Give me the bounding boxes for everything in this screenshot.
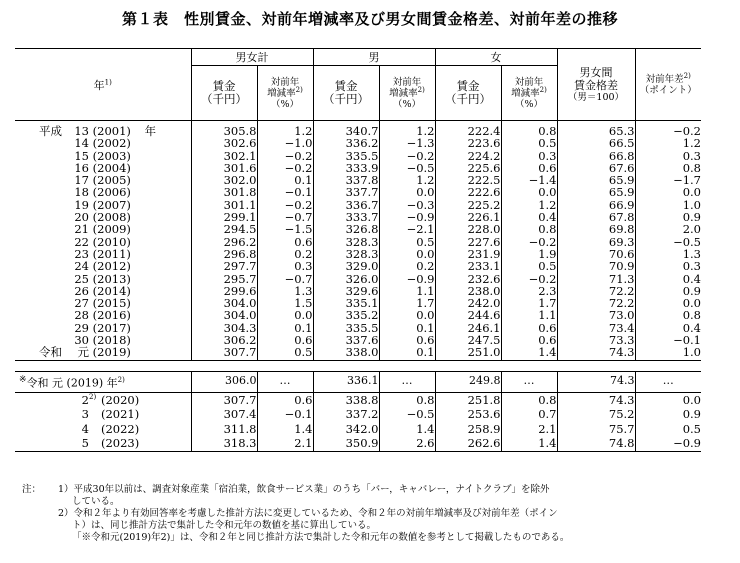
- female-rate: 1.4: [501, 346, 557, 360]
- female-wage: 233.1: [435, 260, 501, 272]
- gender-gap: 65.3: [557, 121, 635, 138]
- female-rate: 0.8: [501, 121, 557, 138]
- gender-gap: 72.2: [557, 297, 635, 309]
- total-rate: −0.7: [257, 211, 313, 223]
- female-wage: 251.8: [435, 392, 501, 407]
- year-cell: 令和 元 (2019): [15, 346, 191, 360]
- female-wage: 262.6: [435, 436, 501, 451]
- total-wage: 301.6: [191, 162, 257, 174]
- gap-diff: 0.8: [635, 162, 701, 174]
- year-cell: 15 (2003): [74, 148, 131, 163]
- gap-diff: 0.3: [635, 260, 701, 272]
- gap-diff: 0.0: [635, 186, 701, 198]
- ref-total-rate: …: [257, 371, 313, 392]
- gender-gap: 74.8: [557, 436, 635, 451]
- female-wage: 222.5: [435, 174, 501, 186]
- gender-gap: 72.2: [557, 285, 635, 297]
- wage-table: [15, 48, 701, 452]
- gap-diff: 1.3: [635, 248, 701, 260]
- female-rate: 0.3: [501, 150, 557, 162]
- total-rate: 0.6: [257, 392, 313, 407]
- total-wage: 311.8: [191, 422, 257, 437]
- gap-diff: 0.9: [635, 211, 701, 223]
- male-rate: −0.5: [379, 162, 435, 174]
- ref-female-wage: 249.8: [435, 371, 501, 392]
- female-rate: −1.4: [501, 174, 557, 186]
- total-rate: 0.0: [257, 309, 313, 321]
- year-cell: 2$^{2)}$ (2020): [81, 392, 140, 407]
- total-rate: 1.3: [257, 285, 313, 297]
- female-wage: 228.0: [435, 223, 501, 235]
- female-rate: −0.2: [501, 273, 557, 285]
- male-rate: 1.1: [379, 285, 435, 297]
- total-wage: 318.3: [191, 436, 257, 451]
- reference-row: [15, 371, 701, 392]
- year-cell: 17 (2005): [74, 173, 131, 188]
- year-cell: 24 (2012): [74, 259, 131, 274]
- gender-gap: 75.2: [557, 407, 635, 422]
- total-wage: 304.0: [191, 309, 257, 321]
- total-rate: 0.6: [257, 236, 313, 248]
- table-row: [15, 346, 701, 360]
- male-rate: 1.2: [379, 121, 435, 138]
- ref-male-wage: 336.1: [313, 371, 379, 392]
- gender-gap: 73.3: [557, 334, 635, 346]
- year-cell: 23 (2011): [74, 246, 131, 261]
- rate-header-female: 対前年 増減率$^{2)}$ （%）: [501, 66, 557, 121]
- total-wage: 302.0: [191, 174, 257, 186]
- female-wage: 231.9: [435, 248, 501, 260]
- male-rate: −2.1: [379, 223, 435, 235]
- gender-gap: 66.5: [557, 137, 635, 149]
- gender-gap: 74.3: [557, 346, 635, 360]
- gap-diff: 0.4: [635, 322, 701, 334]
- total-rate: −1.0: [257, 137, 313, 149]
- female-wage: 222.4: [435, 121, 501, 138]
- female-rate: 0.0: [501, 186, 557, 198]
- male-wage: 337.8: [313, 174, 379, 186]
- male-rate: −0.2: [379, 150, 435, 162]
- total-rate: 1.5: [257, 297, 313, 309]
- female-rate: 0.8: [501, 392, 557, 407]
- male-rate: 0.5: [379, 236, 435, 248]
- rate-header-male: 対前年 増減率$^{2)}$ （%）: [379, 66, 435, 121]
- female-rate: 0.7: [501, 407, 557, 422]
- year-cell: 26 (2014): [74, 283, 131, 298]
- table-row: [15, 223, 701, 235]
- total-rate: −0.2: [257, 199, 313, 211]
- total-wage: 305.8: [191, 121, 257, 138]
- gap-diff: −0.1: [635, 334, 701, 346]
- male-rate: 0.2: [379, 260, 435, 272]
- male-wage: 329.6: [313, 285, 379, 297]
- gap-diff: −0.2: [635, 121, 701, 138]
- male-wage: 326.8: [313, 223, 379, 235]
- gap-diff: 0.9: [635, 285, 701, 297]
- male-rate: 0.1: [379, 346, 435, 360]
- female-rate: 0.6: [501, 322, 557, 334]
- year-cell: 5 (2023): [15, 436, 191, 451]
- gap-diff: −1.7: [635, 174, 701, 186]
- year-cell: 平成 13 (2001) 年: [39, 124, 157, 138]
- male-rate: −0.3: [379, 199, 435, 211]
- male-rate: 0.8: [379, 392, 435, 407]
- male-wage: 342.0: [313, 422, 379, 437]
- female-rate: 0.4: [501, 211, 557, 223]
- female-wage: 222.6: [435, 186, 501, 198]
- total-wage: 295.7: [191, 273, 257, 285]
- total-wage: 307.4: [191, 407, 257, 422]
- year-header: 年$^{1)}$: [15, 49, 191, 121]
- total-wage: 301.8: [191, 186, 257, 198]
- ref-total-wage: 306.0: [191, 371, 257, 392]
- female-wage: 244.6: [435, 309, 501, 321]
- male-wage: 338.8: [313, 392, 379, 407]
- male-wage: 335.5: [313, 322, 379, 334]
- gap-diff: 0.0: [635, 392, 701, 407]
- year-cell: 28 (2016): [74, 308, 131, 323]
- total-wage: 294.5: [191, 223, 257, 235]
- total-rate: −0.1: [257, 407, 313, 422]
- total-rate: 2.1: [257, 436, 313, 451]
- female-wage: 246.1: [435, 322, 501, 334]
- gender-gap: 70.6: [557, 248, 635, 260]
- gap-diff: 1.0: [635, 346, 701, 360]
- female-rate: 1.2: [501, 199, 557, 211]
- total-wage: 301.1: [191, 199, 257, 211]
- total-rate: −0.2: [257, 162, 313, 174]
- gender-gap: 69.8: [557, 223, 635, 235]
- gap-diff: −0.9: [635, 436, 701, 451]
- total-rate: −0.2: [257, 150, 313, 162]
- year-cell: 21 (2009): [74, 222, 131, 237]
- total-rate: 0.6: [257, 334, 313, 346]
- rate-header-total: 対前年 増減率$^{2)}$ （%）: [257, 66, 313, 121]
- total-rate: 0.2: [257, 248, 313, 260]
- total-rate: −1.5: [257, 223, 313, 235]
- male-rate: −1.3: [379, 137, 435, 149]
- male-wage: 328.3: [313, 248, 379, 260]
- gap-header: 男女間 賃金格差 （男＝100）: [557, 49, 635, 121]
- male-wage: 329.0: [313, 260, 379, 272]
- female-wage: 226.1: [435, 211, 501, 223]
- total-rate: 0.3: [257, 260, 313, 272]
- table-row: [15, 422, 701, 437]
- group-male-header: 男: [313, 49, 435, 66]
- male-wage: 333.7: [313, 211, 379, 223]
- female-rate: 2.3: [501, 285, 557, 297]
- year-cell: 27 (2015): [74, 296, 131, 311]
- gap-diff: 0.0: [635, 297, 701, 309]
- reference-year-cell: ※令和 元 (2019) 年$^{2)}$: [15, 371, 191, 392]
- gender-gap: 65.9: [557, 186, 635, 198]
- total-rate: 0.1: [257, 174, 313, 186]
- male-wage: 340.7: [313, 121, 379, 138]
- male-wage: 337.7: [313, 186, 379, 198]
- ref-gender-gap: 74.3: [557, 371, 635, 392]
- notes: 注： 1）平成30年以前は、調査対象産業「宿泊業，飲食サービス業」のうち「バー，キャバレー，ナイトクラブ」を除外 している。 2）令和２年より有効回答率を考慮した推計方法に変更しているため、令和２年の対前年増減率及び対前年差（ポイン ト）は、同じ推計方法で集計した令和元年の数値を基に算出している。 「※令和元(2019)年2)」は、令和２年と同じ推計方法で集計した令和元年の数値を参考として掲載したものである。: [22, 484, 570, 543]
- male-wage: 335.5: [313, 150, 379, 162]
- year-cell: 22 (2010): [74, 234, 131, 249]
- female-rate: 1.7: [501, 297, 557, 309]
- gap-diff: 0.9: [635, 407, 701, 422]
- year-cell: 4 (2022): [81, 421, 140, 436]
- table-row: [15, 436, 701, 451]
- female-wage: 242.0: [435, 297, 501, 309]
- table-row: [15, 392, 701, 407]
- year-cell: 3 (2021): [81, 407, 140, 422]
- wage-header-total: 賃金 （千円）: [191, 66, 257, 121]
- female-wage: 225.6: [435, 162, 501, 174]
- total-wage: 306.2: [191, 334, 257, 346]
- total-rate: −0.1: [257, 186, 313, 198]
- gender-gap: 73.4: [557, 322, 635, 334]
- female-rate: 1.4: [501, 436, 557, 451]
- gap-diff: 1.0: [635, 199, 701, 211]
- year-cell: 16 (2004): [74, 160, 131, 175]
- gender-gap: 65.9: [557, 174, 635, 186]
- total-wage: 299.1: [191, 211, 257, 223]
- male-wage: 328.3: [313, 236, 379, 248]
- male-rate: 0.0: [379, 309, 435, 321]
- group-female-header: 女: [435, 49, 557, 66]
- year-cell: 20 (2008): [74, 210, 131, 225]
- year-cell: 18 (2006): [74, 185, 131, 200]
- male-wage: 326.0: [313, 273, 379, 285]
- total-wage: 302.1: [191, 150, 257, 162]
- female-wage: 253.6: [435, 407, 501, 422]
- table-row: [15, 186, 701, 198]
- total-wage: 304.3: [191, 322, 257, 334]
- male-wage: 350.9: [313, 436, 379, 451]
- year-cell: 19 (2007): [74, 197, 131, 212]
- female-rate: −0.2: [501, 236, 557, 248]
- total-rate: 0.5: [257, 346, 313, 360]
- female-wage: 227.6: [435, 236, 501, 248]
- male-wage: 337.6: [313, 334, 379, 346]
- male-wage: 336.7: [313, 199, 379, 211]
- male-wage: 333.9: [313, 162, 379, 174]
- ref-female-rate: …: [501, 371, 557, 392]
- total-rate: 1.4: [257, 422, 313, 437]
- female-rate: 0.6: [501, 162, 557, 174]
- table-title: 第１表 性別賃金、対前年増減率及び男女間賃金格差、対前年差の推移: [121, 10, 618, 28]
- total-wage: 299.6: [191, 285, 257, 297]
- male-wage: 336.2: [313, 137, 379, 149]
- gender-gap: 66.8: [557, 150, 635, 162]
- gap-diff: −0.5: [635, 236, 701, 248]
- ref-gap-diff: …: [635, 371, 701, 392]
- male-wage: 335.2: [313, 309, 379, 321]
- gap-diff: 0.4: [635, 273, 701, 285]
- female-wage: 251.0: [435, 346, 501, 360]
- gender-gap: 75.7: [557, 422, 635, 437]
- female-wage: 238.0: [435, 285, 501, 297]
- gender-gap: 66.9: [557, 199, 635, 211]
- female-wage: 232.6: [435, 273, 501, 285]
- female-rate: 2.1: [501, 422, 557, 437]
- male-rate: 1.2: [379, 174, 435, 186]
- female-wage: 225.2: [435, 199, 501, 211]
- table-row: [15, 273, 701, 285]
- male-rate: −0.5: [379, 407, 435, 422]
- table-row: [15, 137, 701, 149]
- gender-gap: 71.3: [557, 273, 635, 285]
- group-total-header: 男女計: [191, 49, 313, 66]
- male-rate: 0.0: [379, 248, 435, 260]
- total-rate: −0.7: [257, 273, 313, 285]
- wage-header-male: 賃金 （千円）: [313, 66, 379, 121]
- year-cell: 14 (2002): [74, 136, 131, 151]
- gap-diff: 0.5: [635, 422, 701, 437]
- gender-gap: 67.8: [557, 211, 635, 223]
- total-wage: 296.2: [191, 236, 257, 248]
- female-rate: 0.6: [501, 334, 557, 346]
- total-wage: 296.8: [191, 248, 257, 260]
- male-rate: 2.6: [379, 436, 435, 451]
- male-rate: 0.1: [379, 322, 435, 334]
- female-wage: 258.9: [435, 422, 501, 437]
- total-wage: 302.6: [191, 137, 257, 149]
- total-wage: 304.0: [191, 297, 257, 309]
- male-rate: 0.6: [379, 334, 435, 346]
- female-wage: 224.2: [435, 150, 501, 162]
- gap-diff: 2.0: [635, 223, 701, 235]
- total-wage: 307.7: [191, 346, 257, 360]
- diff-header: 対前年差$^{2)}$ （ポイント）: [635, 49, 701, 121]
- gap-diff: 0.3: [635, 150, 701, 162]
- female-wage: 247.5: [435, 334, 501, 346]
- year-cell: 30 (2018): [74, 333, 131, 348]
- year-cell: 29 (2017): [74, 320, 131, 335]
- male-rate: 0.0: [379, 186, 435, 198]
- table-row: [15, 407, 701, 422]
- table-row: [15, 121, 701, 138]
- female-rate: 0.5: [501, 260, 557, 272]
- table-row: [15, 260, 701, 272]
- total-rate: 1.2: [257, 121, 313, 138]
- gap-diff: 1.2: [635, 137, 701, 149]
- male-rate: 1.4: [379, 422, 435, 437]
- female-rate: 0.5: [501, 137, 557, 149]
- female-rate: 1.9: [501, 248, 557, 260]
- female-rate: 1.1: [501, 309, 557, 321]
- gap-diff: 0.8: [635, 309, 701, 321]
- male-rate: −0.9: [379, 211, 435, 223]
- gender-gap: 73.0: [557, 309, 635, 321]
- gender-gap: 67.6: [557, 162, 635, 174]
- male-rate: 1.7: [379, 297, 435, 309]
- total-rate: 0.1: [257, 322, 313, 334]
- male-wage: 338.0: [313, 346, 379, 360]
- male-wage: 337.2: [313, 407, 379, 422]
- table-row: [15, 309, 701, 321]
- wage-header-female: 賃金 （千円）: [435, 66, 501, 121]
- total-wage: 297.7: [191, 260, 257, 272]
- female-rate: 0.8: [501, 223, 557, 235]
- female-wage: 223.6: [435, 137, 501, 149]
- male-rate: −0.9: [379, 273, 435, 285]
- gender-gap: 69.3: [557, 236, 635, 248]
- total-wage: 307.7: [191, 392, 257, 407]
- gender-gap: 74.3: [557, 392, 635, 407]
- year-cell: 25 (2013): [74, 271, 131, 286]
- gender-gap: 70.9: [557, 260, 635, 272]
- male-wage: 335.1: [313, 297, 379, 309]
- ref-male-rate: …: [379, 371, 435, 392]
